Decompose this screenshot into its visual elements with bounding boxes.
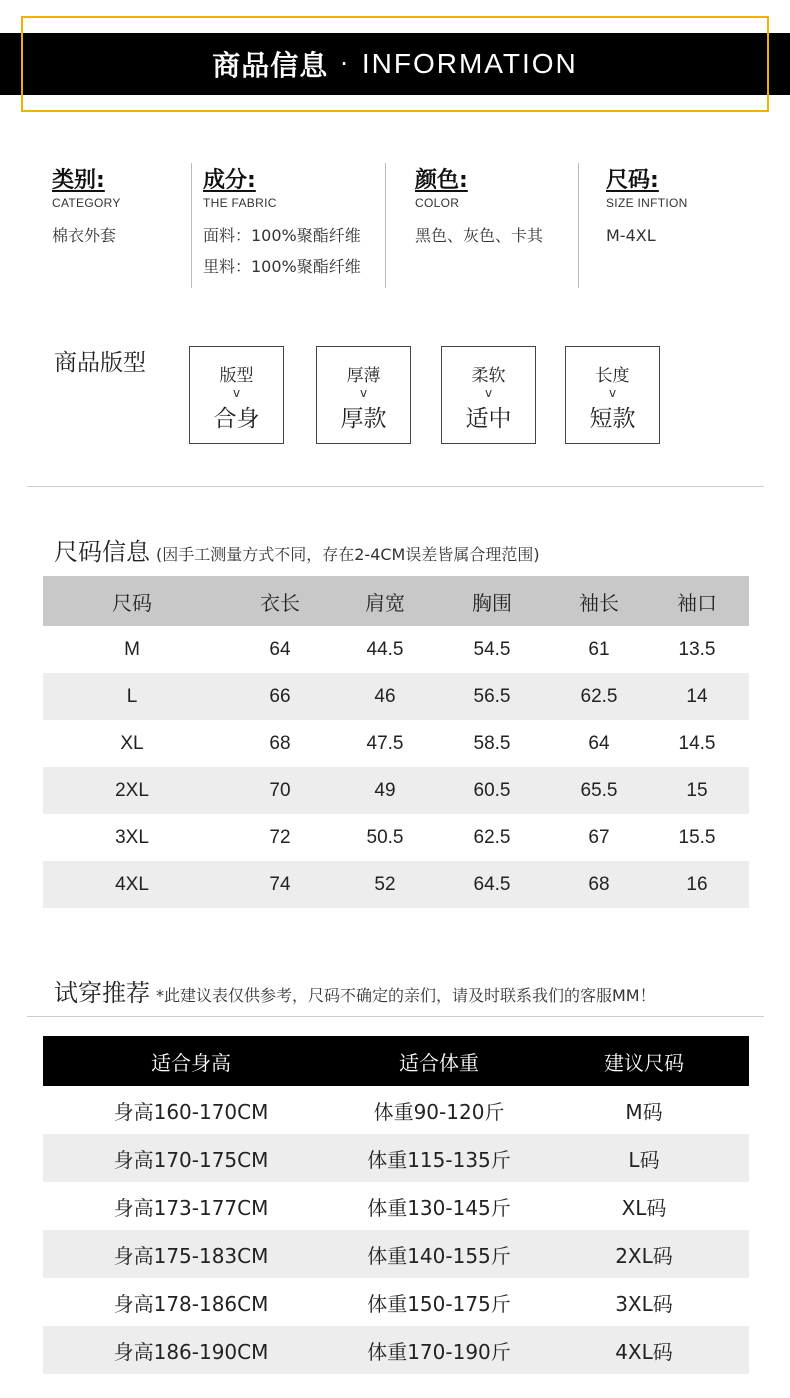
table-cell: 64 [269, 638, 291, 660]
table-cell: 体重140-155斤 [339, 1230, 539, 1278]
table-cell: 68 [269, 732, 291, 754]
fit-name: 版型 [219, 366, 254, 386]
fabric-outer: 面料：100%聚酯纤维 [203, 226, 361, 245]
table-cell: 15 [645, 767, 749, 814]
attribute-subtitle: COLOR [415, 196, 460, 210]
table-cell: 14 [645, 673, 749, 720]
table-cell: 62.5 [553, 673, 645, 720]
table-cell: 13.5 [678, 638, 716, 660]
recommendation-table [43, 1036, 749, 1374]
fit-name: 厚薄 [346, 366, 381, 386]
table-cell: 74 [221, 861, 339, 908]
table-row [43, 1086, 749, 1134]
attribute-value: 棉衣外套 [52, 226, 117, 245]
table-cell: 46 [339, 673, 431, 720]
attribute-category [52, 163, 190, 288]
table-cell: XL码 [621, 1195, 667, 1220]
try-on-title: 试穿推荐 [54, 979, 150, 1007]
table-row [43, 720, 749, 767]
fit-name: 长度 [595, 366, 630, 386]
table-cell: 72 [269, 826, 291, 848]
table-cell: 61 [588, 638, 610, 660]
table-cell: 身高175-183CM [43, 1230, 339, 1278]
table-header-cell: 衣长 [221, 576, 339, 626]
table-row [43, 814, 749, 861]
fit-value: 厚款 [340, 406, 387, 432]
title-dot: · [340, 50, 348, 78]
table-cell: L码 [539, 1134, 749, 1182]
table-cell: 68 [553, 861, 645, 908]
size-info-heading [54, 532, 540, 567]
attribute-title: 成分: [203, 168, 256, 193]
table-cell: 身高173-177CM [113, 1195, 269, 1220]
table-cell: 2XL码 [539, 1230, 749, 1278]
table-cell: M码 [625, 1099, 663, 1124]
table-header-row [43, 576, 749, 626]
fit-value: 适中 [465, 406, 512, 432]
attribute-section [40, 163, 760, 288]
table-header-cell: 袖口 [645, 576, 749, 626]
attribute-title: 尺码: [606, 168, 659, 193]
table-row [43, 1278, 749, 1326]
table-cell: 4XL [43, 861, 221, 908]
table-cell: 54.5 [473, 638, 511, 660]
table-cell: 67 [588, 826, 610, 848]
fit-box-thickness [316, 346, 411, 444]
attribute-size [578, 163, 748, 288]
table-cell: 15.5 [678, 826, 716, 848]
attribute-title: 类别: [52, 168, 105, 193]
table-header-cell: 胸围 [431, 576, 553, 626]
table-cell: 3XL码 [615, 1291, 673, 1316]
table-cell: 体重130-145斤 [367, 1195, 511, 1220]
table-header-cell: 尺码 [43, 576, 221, 626]
table-row [43, 673, 749, 720]
table-cell: 3XL [115, 826, 149, 848]
chevron-down-icon: v [608, 386, 617, 400]
table-cell: 64.5 [431, 861, 553, 908]
table-cell: 58.5 [473, 732, 511, 754]
fit-value: 合身 [213, 406, 260, 432]
chevron-down-icon: v [484, 386, 493, 400]
attribute-value: 黑色、灰色、卡其 [415, 226, 544, 245]
fit-label: 商品版型 [54, 350, 146, 376]
table-cell: 体重150-175斤 [367, 1291, 511, 1316]
table-cell: 身高186-190CM [43, 1326, 339, 1374]
table-header-cell: 适合身高 [43, 1036, 339, 1086]
table-header-cell: 建议尺码 [539, 1036, 749, 1086]
fit-box-softness [441, 346, 536, 444]
divider [27, 1016, 764, 1017]
table-header-row [43, 1036, 749, 1086]
table-cell: 身高160-170CM [113, 1099, 269, 1124]
divider [27, 486, 764, 487]
table-cell: 44.5 [366, 638, 404, 660]
table-cell: 56.5 [431, 673, 553, 720]
table-cell: XL [120, 732, 144, 754]
attribute-subtitle: CATEGORY [52, 196, 121, 210]
table-cell: 52 [339, 861, 431, 908]
table-cell: 体重115-135斤 [339, 1134, 539, 1182]
attribute-subtitle: SIZE INFTION [606, 196, 688, 210]
fit-box-length [565, 346, 660, 444]
table-cell: 47.5 [366, 732, 404, 754]
table-cell: 60.5 [431, 767, 553, 814]
page-title [0, 33, 790, 95]
chevron-down-icon: v [359, 386, 368, 400]
table-header-cell: 适合体重 [339, 1036, 539, 1086]
table-cell: 2XL [43, 767, 221, 814]
table-row [43, 626, 749, 673]
try-on-note: *此建议表仅供参考，尺码不确定的亲们，请及时联系我们的客服MM！ [156, 986, 656, 1005]
table-cell: 16 [645, 861, 749, 908]
chevron-down-icon: v [232, 386, 241, 400]
fit-box-version [189, 346, 284, 444]
table-cell: 身高170-175CM [43, 1134, 339, 1182]
table-cell: 49 [339, 767, 431, 814]
table-row [43, 861, 749, 908]
table-cell: 70 [221, 767, 339, 814]
attribute-title: 颜色: [415, 168, 468, 193]
table-cell: 65.5 [553, 767, 645, 814]
table-cell: 64 [588, 732, 610, 754]
table-cell: 体重170-190斤 [339, 1326, 539, 1374]
attribute-value [203, 220, 385, 282]
table-cell: 4XL码 [539, 1326, 749, 1374]
table-cell: 体重90-120斤 [373, 1099, 505, 1124]
table-cell: M [124, 638, 140, 660]
size-table [43, 576, 749, 908]
title-en: INFORMATION [361, 48, 578, 79]
attribute-value: M-4XL [606, 226, 656, 245]
table-row [43, 767, 749, 814]
table-header-cell: 肩宽 [339, 576, 431, 626]
fabric-lining: 里料：100%聚酯纤维 [203, 257, 361, 276]
table-row [43, 1182, 749, 1230]
table-cell: 62.5 [473, 826, 511, 848]
size-info-note: (因手工测量方式不同，存在2-4CM误差皆属合理范围) [156, 545, 540, 564]
table-cell: 14.5 [678, 732, 716, 754]
table-cell: 身高178-186CM [113, 1291, 269, 1316]
fit-value: 短款 [589, 406, 636, 432]
size-info-title: 尺码信息 [54, 538, 150, 566]
attribute-color [385, 163, 578, 288]
table-cell: 50.5 [366, 826, 404, 848]
table-cell: 66 [221, 673, 339, 720]
attribute-fabric [191, 163, 385, 288]
table-header-cell: 袖长 [553, 576, 645, 626]
attribute-subtitle: THE FABRIC [203, 196, 277, 210]
table-row [43, 1134, 749, 1182]
fit-name: 柔软 [471, 366, 506, 386]
table-row [43, 1230, 749, 1278]
title-cn: 商品信息 [212, 49, 329, 82]
table-cell: L [43, 673, 221, 720]
try-on-heading [54, 973, 656, 1008]
table-row [43, 1326, 749, 1374]
